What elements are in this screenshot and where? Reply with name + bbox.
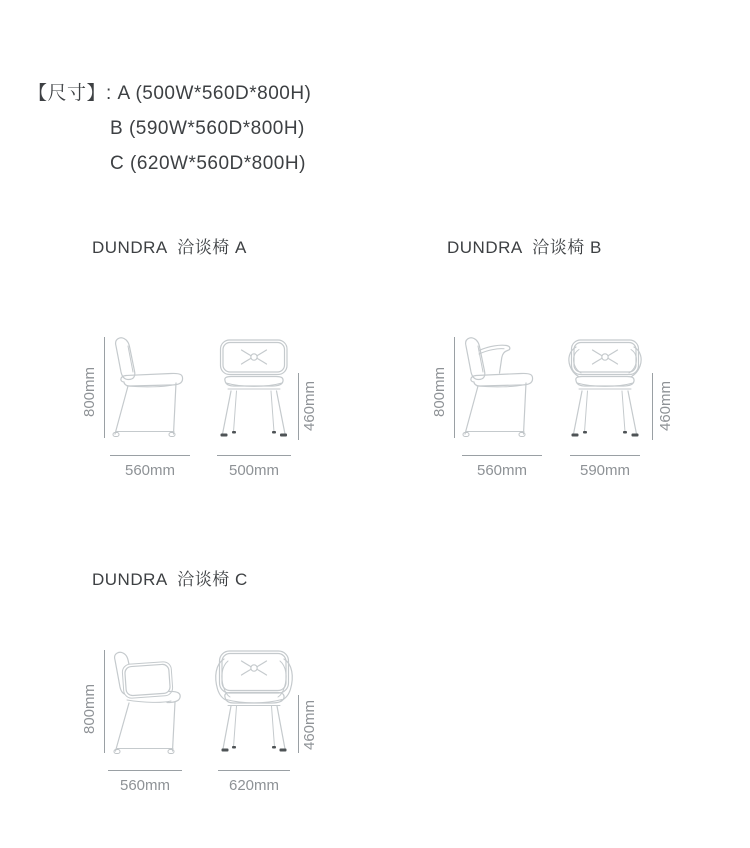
chair-c-side-view-drawing	[105, 648, 189, 760]
armrest-left	[216, 659, 230, 701]
height-dimension-label: 800mm	[431, 366, 448, 418]
seat-height-dimension-label: 460mm	[657, 380, 674, 432]
seat-height-dimension-label: 460mm	[301, 699, 318, 751]
size-spec-line-a: 【尺寸】: A (500W*560D*800H)	[28, 83, 312, 104]
backrest	[572, 340, 639, 375]
legs	[113, 383, 176, 437]
width-dimension-label: 500mm	[228, 462, 280, 479]
armrest-right	[278, 659, 292, 701]
depth-dimension-line	[110, 455, 190, 456]
size-spec-line-b: B (590W*560D*800H)	[110, 118, 305, 139]
stitch-cross-icon	[593, 350, 618, 364]
chair-c-front-view-drawing	[213, 647, 295, 757]
size-spec-block	[28, 76, 311, 181]
stitch-cross-icon	[242, 661, 267, 675]
stitch-cross-icon	[242, 350, 267, 364]
seat	[225, 377, 283, 390]
chair-b-front-view-drawing	[566, 334, 644, 442]
seat	[471, 373, 533, 386]
depth-dimension-label: 560mm	[476, 462, 528, 479]
figure-chair-a	[75, 330, 335, 495]
section-title-chair-a: DUNDRA 洽谈椅 A	[92, 238, 247, 257]
backrest	[116, 338, 135, 380]
backrest	[220, 651, 289, 693]
legs	[572, 391, 639, 437]
section-title-chair-b: DUNDRA 洽谈椅 B	[447, 238, 602, 257]
size-spec-line-c: C (620W*560D*800H)	[110, 153, 306, 174]
chair-b-side-view-drawing	[455, 333, 539, 443]
seat-height-dimension-label: 460mm	[301, 380, 318, 432]
depth-dimension-label: 560mm	[124, 462, 176, 479]
width-dimension-line	[217, 455, 291, 456]
seat-height-dimension-line	[298, 373, 299, 440]
arm-panel	[122, 661, 173, 698]
backrest	[221, 340, 288, 375]
width-dimension-label: 590mm	[579, 462, 631, 479]
depth-dimension-label: 560mm	[119, 777, 171, 794]
seat	[576, 377, 634, 390]
width-dimension-line	[218, 770, 290, 771]
figure-chair-b	[425, 330, 685, 495]
height-dimension-label: 800mm	[81, 366, 98, 418]
width-dimension-label: 620mm	[228, 777, 280, 794]
legs	[222, 706, 287, 752]
legs	[114, 702, 175, 754]
chair-a-side-view-drawing	[105, 333, 189, 443]
width-dimension-line	[570, 455, 640, 456]
chair-a-front-view-drawing	[217, 334, 291, 442]
seat	[121, 373, 183, 386]
height-dimension-label: 800mm	[81, 683, 98, 735]
figure-chair-c	[75, 645, 335, 810]
seat	[225, 693, 284, 706]
legs	[463, 383, 526, 437]
seat-height-dimension-line	[298, 695, 299, 753]
backrest	[466, 338, 485, 380]
legs	[221, 391, 288, 437]
depth-dimension-line	[108, 770, 182, 771]
depth-dimension-line	[462, 455, 542, 456]
section-title-chair-c: DUNDRA 洽谈椅 C	[92, 570, 248, 589]
seat-height-dimension-line	[652, 373, 653, 440]
